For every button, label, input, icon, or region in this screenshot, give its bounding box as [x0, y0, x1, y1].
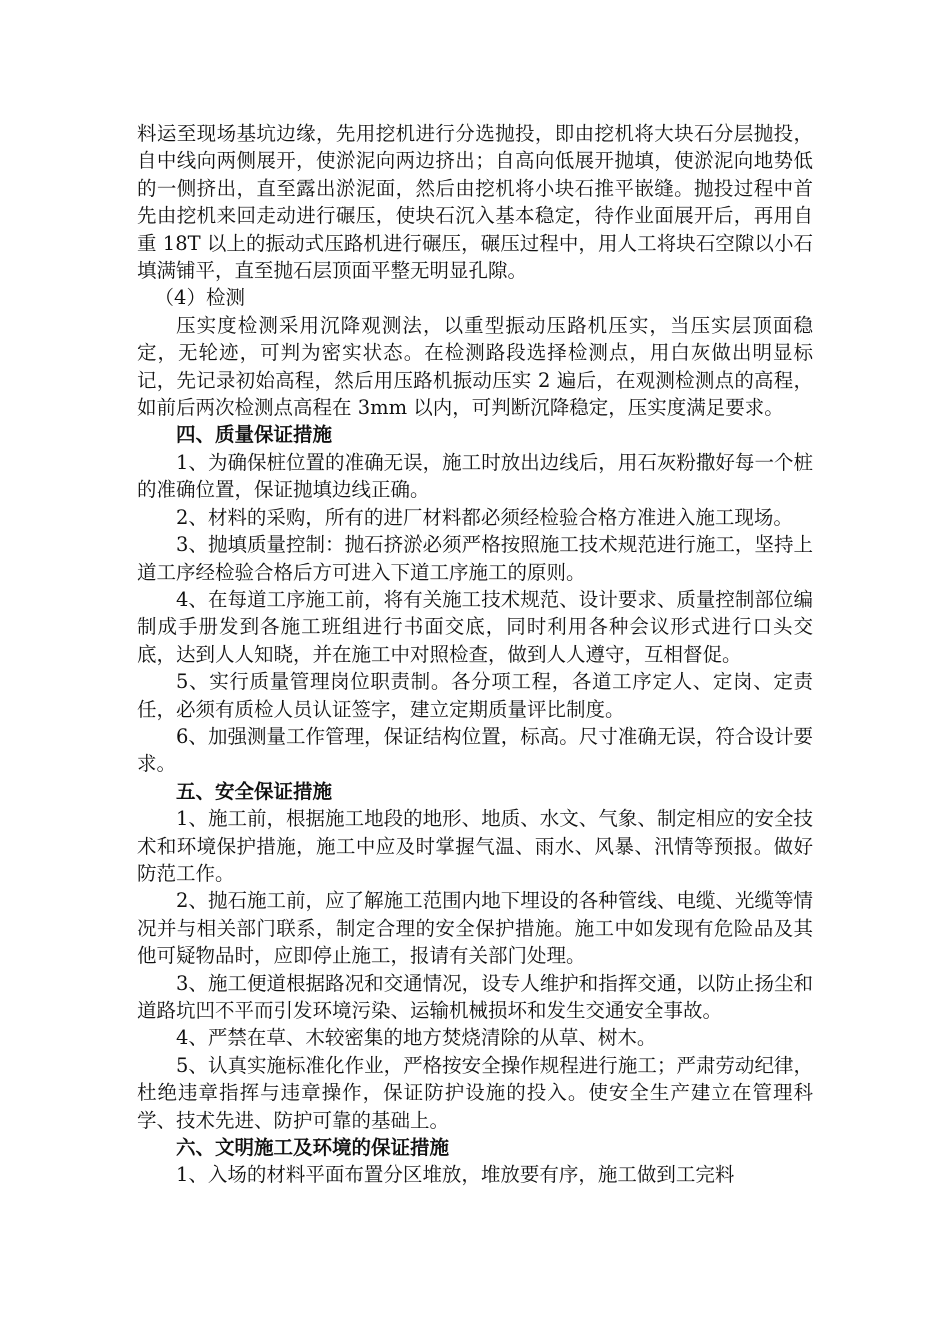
section-heading-safety: 五、安全保证措施: [176, 779, 333, 803]
paragraph-quality-3: 3、抛填质量控制：抛石挤淤必须严格按照施工技术规范进行施工，坚持上道工序经检验合格后方可进入下道工序施工的原则。: [137, 533, 813, 584]
paragraph-safety-5: 5、认真实施标准化作业，严格按安全操作规程进行施工；严肃劳动纪律，杜绝违章指挥与违章操作，保证防护设施的投入。使安全生产建立在管理科学、技术先进、防护可靠的基础上。: [137, 1053, 813, 1132]
document-body: [137, 120, 813, 1189]
section-heading-civilized-construction: 六、文明施工及环境的保证措施: [176, 1136, 450, 1160]
paragraph-quality-2: 2、材料的采购，所有的进厂材料都必须经检验合格方准进入施工现场。: [176, 505, 793, 529]
subheading-inspection: （4）检测: [154, 286, 245, 310]
paragraph-compaction-test: 压实度检测采用沉降观测法，以重型振动压路机压实，当压实层顶面稳定，无轮迹，可判为密实状态。在检测路段选择检测点，用白灰做出明显标记，先记录初始高程，然后用压路机振动压实 2 遍后，在观测检测点的高程，如前后两次检测点高程在 3mm 以内，可判断沉降稳定，压实度满足要求。: [137, 313, 813, 420]
paragraph-riprap-method: 料运至现场基坑边缘，先用挖机进行分选抛投，即由挖机将大块石分层抛投，自中线向两侧展开，使淤泥向两边挤出；自高向低展开抛填，使淤泥向地势低的一侧挤出，直至露出淤泥面，然后由挖机将小块石推平嵌缝。抛投过程中首先由挖机来回走动进行碾压，使块石沉入基本稳定，待作业面展开后，再用自重 18T 以上的振动式压路机进行碾压，碾压过程中，用人工将块石空隙以小石填满铺平，直至抛石层顶面平整无明显孔隙。: [137, 122, 813, 283]
paragraph-safety-4: 4、严禁在草、木较密集的地方焚烧清除的从草、树木。: [176, 1026, 657, 1050]
paragraph-safety-3: 3、施工便道根据路况和交通情况，设专人维护和指挥交通，以防止扬尘和道路坑凹不平而引发环境污染、运输机械损坏和发生交通安全事故。: [137, 971, 813, 1022]
paragraph-civilized-1: 1、入场的材料平面布置分区堆放，堆放要有序，施工做到工完料: [176, 1163, 735, 1187]
paragraph-safety-2: 2、抛石施工前，应了解施工范围内地下埋设的各种管线、电缆、光缆等情况并与相关部门联系，制定合理的安全保护措施。施工中如发现有危险品及其他可疑物品时，应即停止施工，报请有关部门处理。: [137, 889, 813, 968]
paragraph-quality-4: 4、在每道工序施工前，将有关施工技术规范、设计要求、质量控制部位编制成手册发到各施工班组进行书面交底，同时利用各种会议形式进行口头交底，达到人人知晓，并在施工中对照检查，做到人人遵守，互相督促。: [137, 587, 813, 666]
paragraph-quality-5: 5、实行质量管理岗位职责制。各分项工程，各道工序定人、定岗、定责任，必须有质检人员认证签字，建立定期质量评比制度。: [137, 670, 813, 721]
paragraph-quality-1: 1、为确保桩位置的准确无误，施工时放出边线后，用石灰粉撒好每一个桩的准确位置，保证抛填边线正确。: [137, 450, 813, 502]
paragraph-safety-1: 1、施工前，根据施工地段的地形、地质、水文、气象、制定相应的安全技术和环境保护措施，施工中应及时掌握气温、雨水、风暴、汛情等预报。做好防范工作。: [137, 807, 813, 885]
section-heading-quality: 四、质量保证措施: [176, 423, 333, 447]
paragraph-quality-6: 6、加强测量工作管理，保证结构位置，标高。尺寸准确无误，符合设计要求。: [137, 724, 813, 776]
